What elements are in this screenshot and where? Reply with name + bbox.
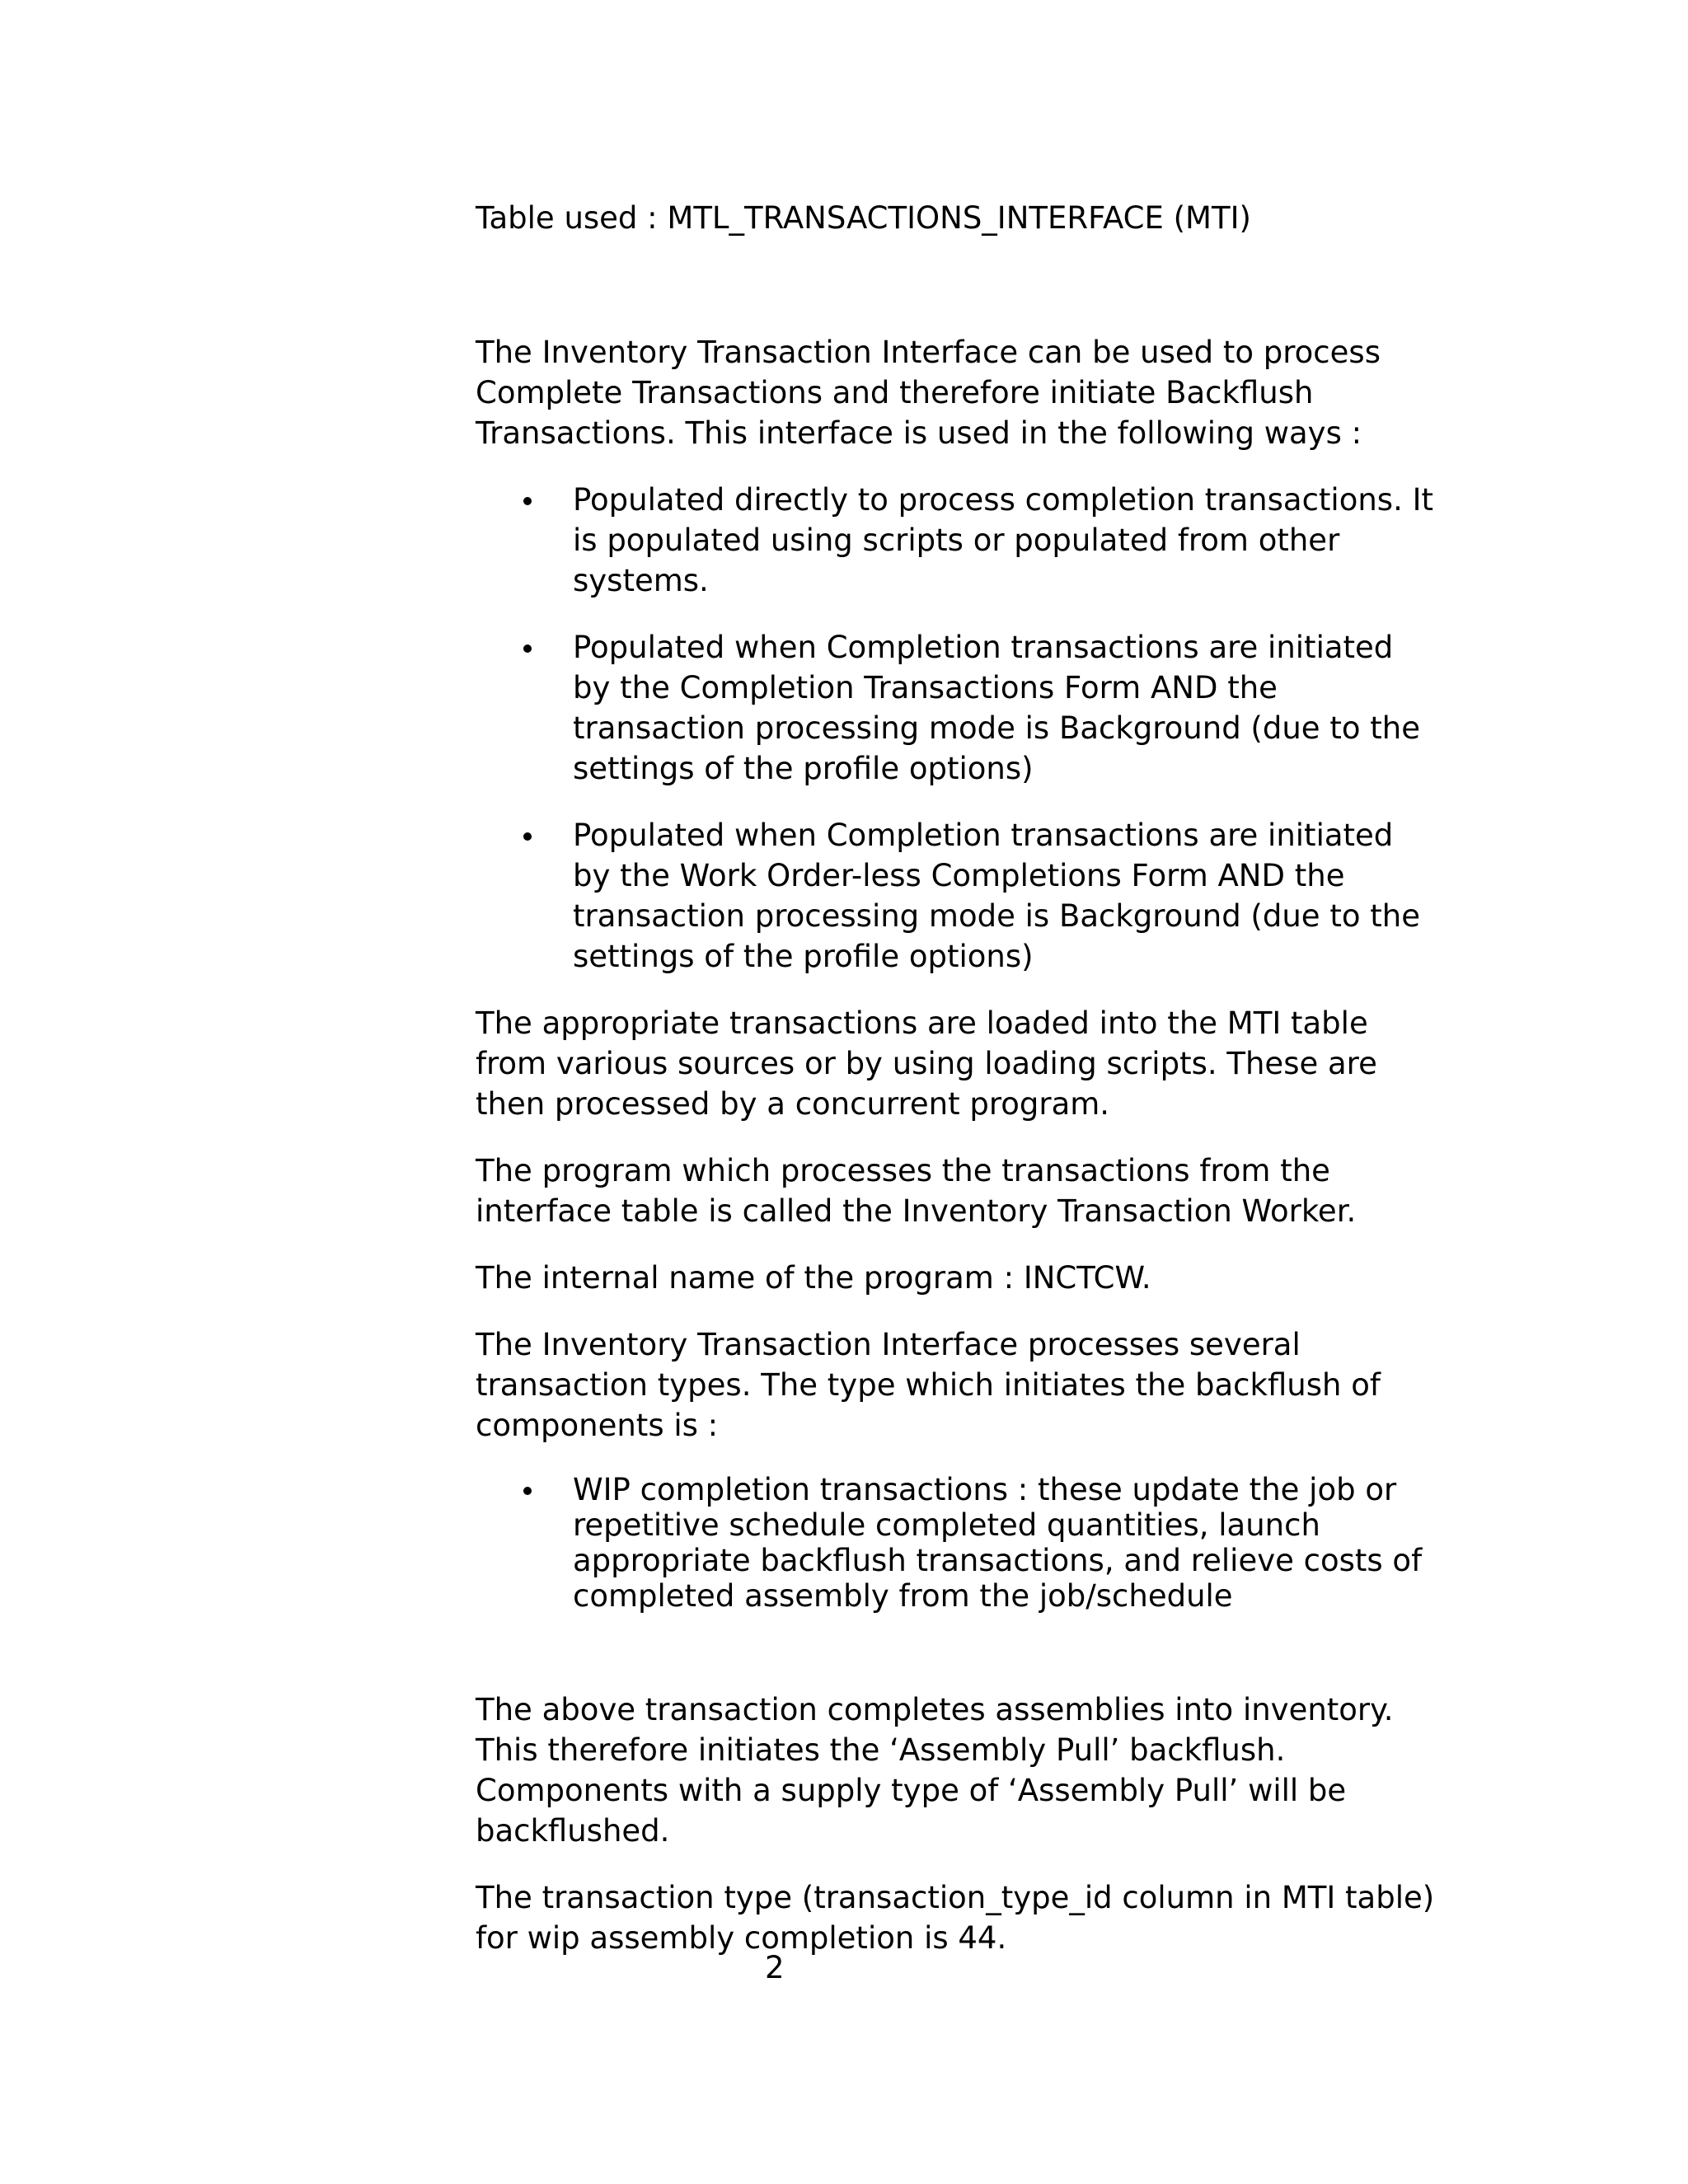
page-number: 2 (765, 1950, 785, 1985)
bullet-icon (523, 497, 532, 505)
page-content (476, 198, 1440, 1958)
table-used-line: Table used : MTL_TRANSACTIONS_INTERFACE (MTI) (476, 200, 1251, 236)
usage-list (476, 480, 1440, 977)
bullet-icon (523, 644, 532, 653)
list-item-text: WIP completion transactions : these update the job or repetitive schedule completed quantities, launch appropriate backflush transactions, and relieve costs of completed assembly from the job/schedule (573, 1472, 1423, 1614)
list-item-text: Populated directly to process completion transactions. It is populated using scripts or populated from other systems. (573, 482, 1434, 598)
bullet-icon (523, 1487, 532, 1495)
transaction-types-list (476, 1472, 1440, 1614)
program-paragraph: The program which processes the transactions from the interface table is called the Inventory Transaction Worker. (476, 1153, 1357, 1229)
assembly-paragraph: The above transaction completes assemblies into inventory. This therefore initiates the ‘Assembly Pull’ backflush. Components with a supply type of ‘Assembly Pull’ will be backflushed. (476, 1692, 1394, 1849)
list-item-text: Populated when Completion transactions are initiated by the Work Order-less Completions Form AND the transaction processing mode is Background (due to the settings of the profile options) (573, 818, 1420, 974)
list-item (476, 1472, 1440, 1614)
internal-name-paragraph: The internal name of the program : INCTCW. (476, 1260, 1151, 1296)
transaction-type-paragraph: The transaction type (transaction_type_id column in MTI table) for wip assembly completion is 44. (476, 1880, 1435, 1956)
intro-paragraph: The Inventory Transaction Interface can be used to process Complete Transactions and therefore initiate Backflush Transactions. This interface is used in the following ways : (476, 335, 1381, 451)
types-paragraph: The Inventory Transaction Interface processes several transaction types. The type which initiates the backflush of components is : (476, 1327, 1381, 1443)
list-item (476, 627, 1440, 789)
bullet-icon (523, 832, 532, 841)
list-item (476, 480, 1440, 601)
list-item-text: Populated when Completion transactions are initiated by the Completion Transactions Form AND the transaction processing mode is Background (due to the settings of the profile options) (573, 630, 1420, 786)
loaded-paragraph: The appropriate transactions are loaded into the MTI table from various sources or by using loading scripts. These are then processed by a concurrent program. (476, 1005, 1377, 1122)
list-item (476, 815, 1440, 977)
